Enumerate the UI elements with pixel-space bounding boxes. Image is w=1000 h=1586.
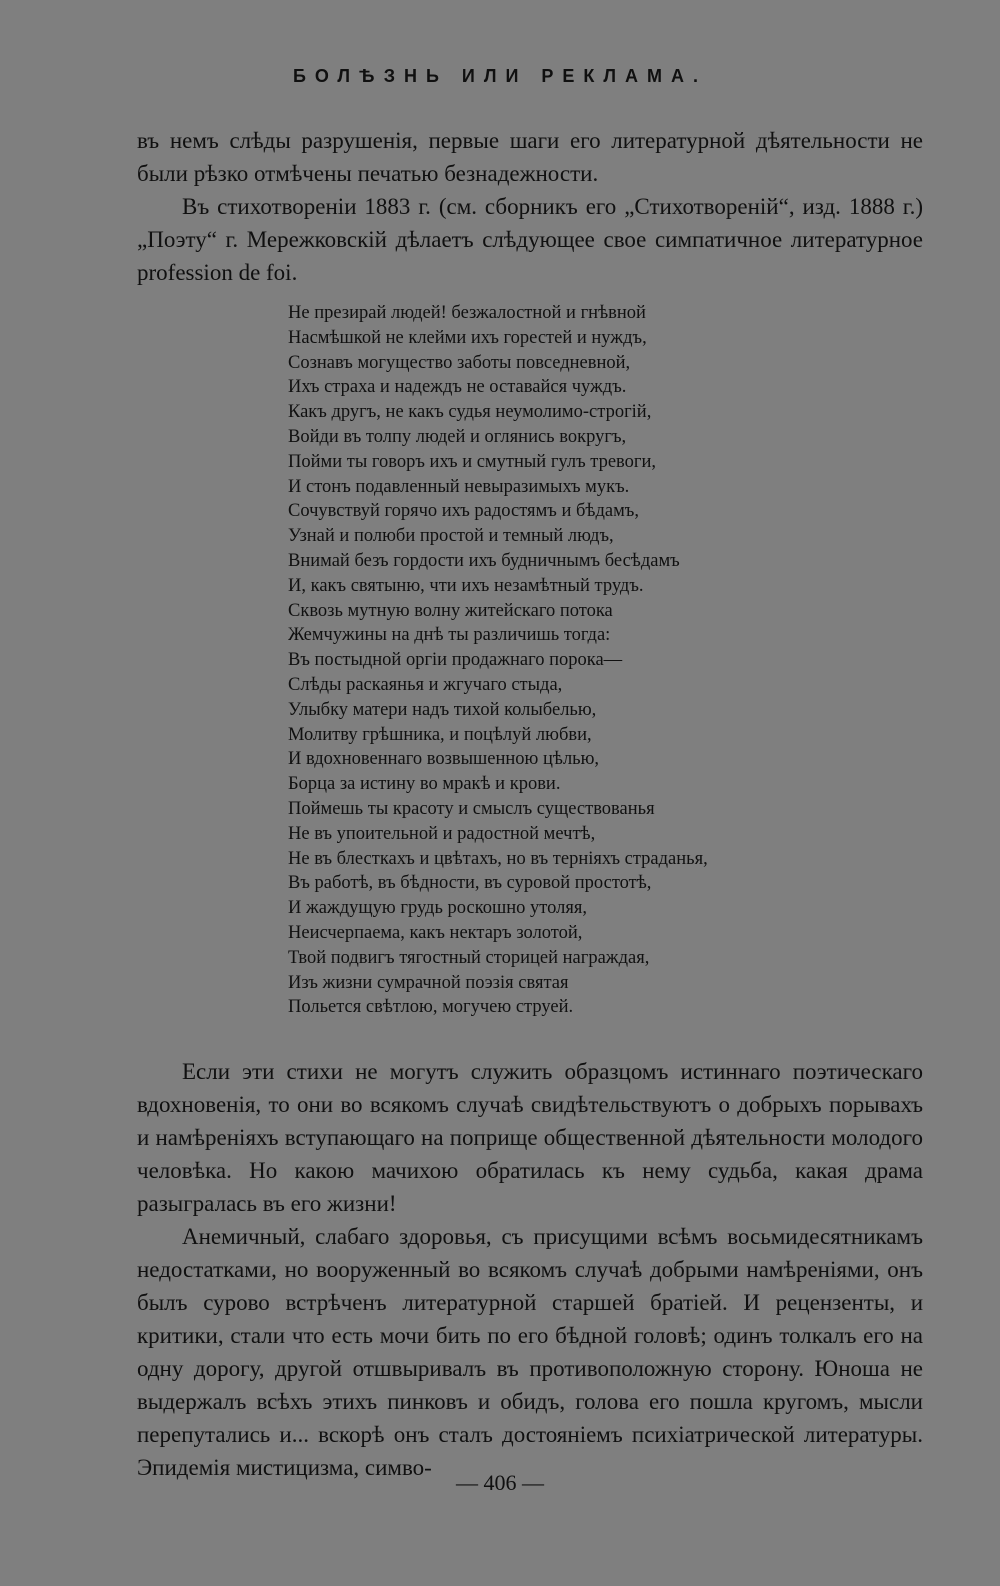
paragraph: Анемичный, слабаго здоровья, съ присущими всѣмъ восьмидесятникамъ недостатками, но вооруженный во всякомъ случаѣ добрыми намѣреніями, онъ былъ сурово встрѣченъ литературной старшей братіей. И рецензенты, и критики, стали что есть мочи бить по его бѣдной головѣ; одинъ толкалъ его на одну дорогу, другой отшвыривалъ въ противоположную сторону. Юноша не выдержалъ всѣхъ этихъ пинковъ и обидъ, голова его пошла кругомъ, мысли перепутались и... вскорѣ онъ сталъ достояніемъ психіатрической литературы. Эпидемія мистицизма, симво- — [137, 1224, 923, 1480]
prose-bottom — [137, 1055, 923, 1484]
poem-line: Неисчерпаема, какъ нектаръ золотой, — [288, 922, 583, 943]
poem-line: Жемчужины на днѣ ты различишь тогда: — [288, 625, 611, 646]
running-title: БОЛѢЗНЬ ИЛИ РЕКЛАМА. — [292, 66, 708, 86]
poem-line: Какъ другъ, не какъ судья неумолимо-строгій, — [288, 402, 652, 423]
poem-line: Не въ упоительной и радостной мечтѣ, — [288, 823, 596, 844]
poem-line: Ихъ страха и надеждъ не оставайся чуждъ. — [288, 377, 627, 398]
poem-line: Улыбку матери надъ тихой колыбелью, — [288, 699, 597, 720]
poem-line: Внимай безъ гордости ихъ будничнымъ бесѣдамъ — [288, 550, 680, 571]
page-number: — 406 — — [456, 1470, 544, 1495]
poem-line: Войди въ толпу людей и оглянись вокругъ, — [288, 426, 627, 447]
poem-line: Польется свѣтлою, могучею струей. — [288, 997, 574, 1018]
paragraph: Если эти стихи не могутъ служить образцомъ истиннаго поэтическаго вдохновенія, то они во всякомъ случаѣ свидѣтельствуютъ о добрыхъ порывахъ и намѣреніяхъ вступающаго на поприще общественной дѣятельности молодого человѣка. Но какою мачихою обратилась къ нему судьба, какая драма разыгралась въ его жизни! — [137, 1059, 923, 1216]
paragraph: Въ стихотвореніи 1883 г. (см. сборникъ его „Стихотвореній“, изд. 1888 г.) „Поэту“ г. Мережковскій дѣлаетъ слѣдующее свое симпатичное литературное profession de foi. — [137, 194, 923, 285]
prose-top — [137, 124, 923, 289]
poem-line: Борца за истину во мракѣ и крови. — [288, 774, 561, 795]
poem-line: Изъ жизни сумрачной поэзія святая — [288, 972, 569, 993]
poem-line: И вдохновеннаго возвышенною цѣлью, — [288, 749, 600, 770]
poem-line: Сквозь мутную волну житейскаго потока — [288, 600, 613, 621]
poem-line: Поймешь ты красоту и смыслъ существованья — [288, 798, 655, 819]
poem-line: Сочувствуй горячо ихъ радостямъ и бѣдамъ, — [288, 501, 639, 522]
poem-line: Пойми ты говоръ ихъ и смутный гулъ тревоги, — [288, 451, 657, 472]
poem-line: И жаждущую грудь роскошно утоляя, — [288, 898, 587, 919]
poem-line: Не презирай людей! безжалостной и гнѣвной — [288, 303, 646, 323]
poem-line: Въ постыдной оргіи продажнаго порока— — [288, 650, 623, 671]
poem-line: Твой подвигъ тягостный сторицей награждая, — [288, 947, 650, 968]
poem-line: И, какъ святыню, чти ихъ незамѣтный трудъ. — [288, 575, 644, 596]
poem-line: Молитву грѣшника, и поцѣлуй любви, — [288, 724, 592, 745]
poem-line: Насмѣшкой не клейми ихъ горестей и нуждъ, — [288, 327, 647, 348]
poem — [288, 301, 708, 1020]
paragraph: въ немъ слѣды разрушенія, первые шаги его литературной дѣятельности не были рѣзко отмѣчены печатью безнадежности. — [137, 128, 923, 186]
poem-line: Узнай и полюби простой и темный людъ, — [288, 526, 614, 547]
poem-line: И стонъ подавленный невыразимыхъ мукъ. — [288, 476, 630, 497]
poem-line: Слѣды раскаянья и жгучаго стыда, — [288, 674, 563, 695]
poem-line: Сознавъ могущество заботы повседневной, — [288, 352, 631, 373]
poem-line: Не въ блесткахъ и цвѣтахъ, но въ терніяхъ страданья, — [288, 848, 708, 869]
poem-line: Въ работѣ, въ бѣдности, въ суровой простотѣ, — [288, 873, 652, 894]
